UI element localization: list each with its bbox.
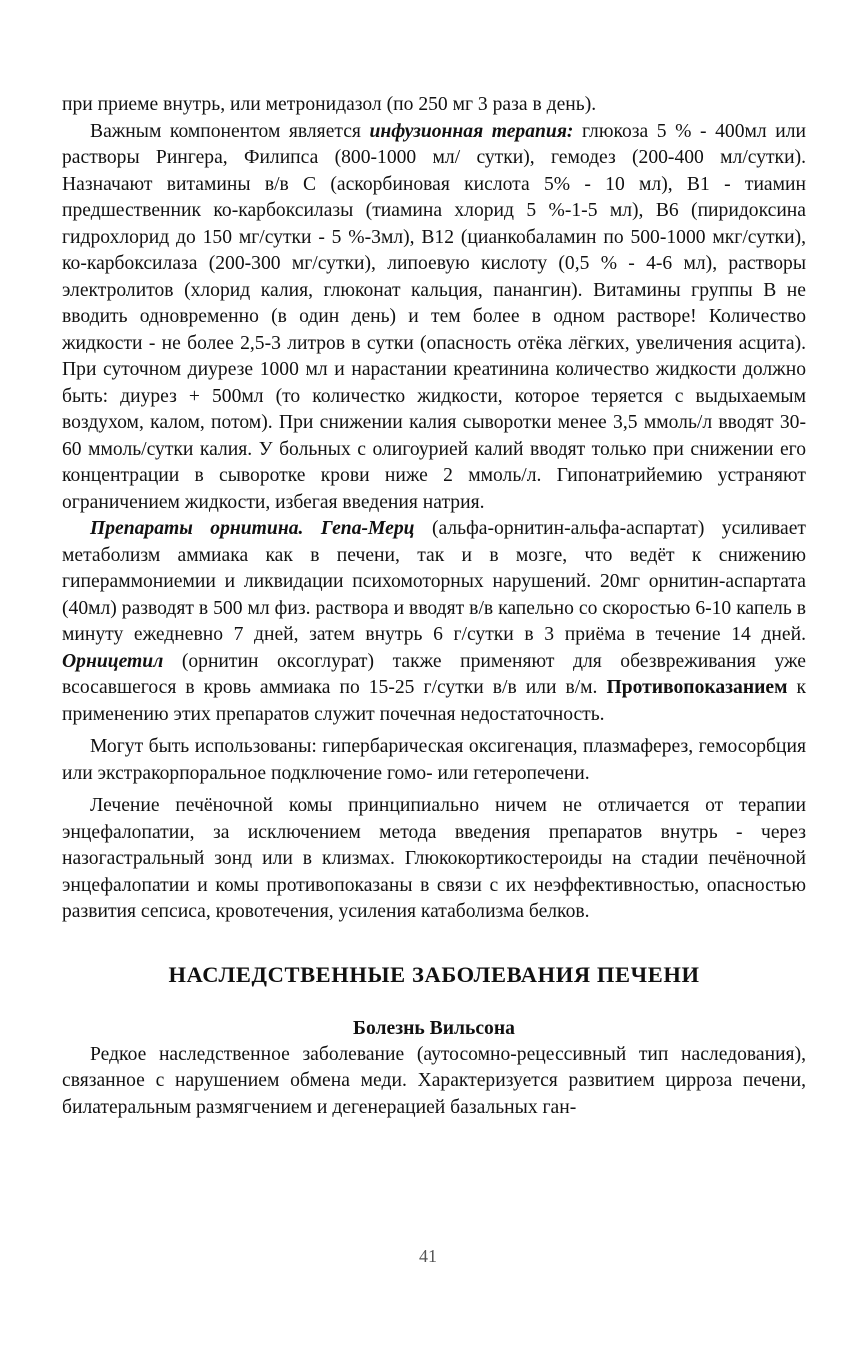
- paragraph-wilson: Редкое наследственное заболевание (аутосомно-рецессивный тип наследования), связанное с нарушением обмена меди. Характеризуется развитием цирроза печени, билатеральным размягчением и дегенерацией базальных ган-: [62, 1043, 806, 1118]
- page-body: [62, 92, 806, 1121]
- ornithine-text-2: (орнитин оксоглурат) также применяют для обезвреживания уже всосавшегося в кровь аммиака по 15-25 г/сутки в/в или в/м.: [62, 650, 806, 698]
- paragraph-coma: Лечение печёночной комы принципиально ничем не отличается от терапии энцефалопатии, за исключением метода введения препаратов внутрь - через назогастральный зонд или в клизмах. Глюкокортикостероиды на стадии печёночной энцефалопатии и комы противопоказаны в связи с их неэффективностью, опасностью развития сепсиса, кровотечения, усиления катаболизма белков.: [62, 795, 806, 922]
- ornithine-text-1: (альфа-орнитин-альфа-аспартат) усиливает метаболизм аммиака как в печени, так и в мозге, что ведёт к снижению гипераммониемии и ликвидации психомоторных нарушений. 20мг орнитин-аспартата (40мл) разводят в 500 мл физ. раствора и вводят в/в капельно со скоростью 6-10 капель в минуту ежедневно 7 дней, затем внутрь 6 г/сутки в 3 приёма в течение 14 дней.: [62, 518, 806, 645]
- paragraph-ornithine: [62, 516, 806, 728]
- section-heading: НАСЛЕДСТВЕННЫЕ ЗАБОЛЕВАНИЯ ПЕЧЕНИ: [168, 961, 700, 987]
- paragraph-infusion-start: Важным компонентом является: [90, 120, 370, 142]
- paragraph-1: при приеме внутрь, или метронидазол (по 250 мг 3 раза в день).: [62, 94, 597, 115]
- ornithine-term: Препараты орнитина. Гепа-Мерц: [90, 518, 415, 539]
- subsection-heading: Болезнь Вильсона: [353, 1017, 515, 1039]
- ornicetil-term: Орницетил: [62, 650, 164, 672]
- page-number: 41: [419, 1246, 437, 1266]
- contraindication-term: Противопоказанием: [606, 677, 788, 698]
- ornithine-text-end: к применению этих препаратов служит почечная недостаточность.: [62, 677, 806, 725]
- infusion-term: инфузионная терапия:: [369, 120, 574, 142]
- paragraph-infusion-rest: глюкоза 5 % - 400мл или растворы Рингера, Филипса (800-1000 мл/ сутки), гемодез (200-400 мл/сутки). Назначают витамины в/в С (аскорбиновая кислота 5% - 10 мл), В1 - тиамин предшественник ко-карбоксилазы (тиамина хлорид 5 %-1-5 мл), В6 (пиридоксина гидрохлорид до 150 мг/сутки - 5 %-3мл), В12 (цианкобаламин по 500-1000 мкг/сутки), ко-карбоксилаза (200-300 мг/сутки), липоевую кислоту (0,5 % - 4-6 мл), растворы электролитов (хлорид калия, глюконат кальция, панангин). Витамины группы В не вводить одновременно (в один день) и тем более в одном растворе! Количество жидкости - не более 2,5-3 литров в сутки (опасность отёка лёгких, увеличения асцита). При суточном диурезе 1000 мл и нарастании креатинина количество жидкости должно быть: диурез + 500мл (то количестко жидкости, которое теряется с выдыхаемым воздухом, калом, потом). При снижении калия сыворотки менее 3,5 ммоль/л вводят 30-60 ммоль/сутки калия. У больных с олигоурией калий вводят только при снижении его концентрации в сыворотке крови ниже 2 ммоль/л. Гипонатрийемию устраняют ограничением жидкости, избегая введения натрия.: [62, 120, 806, 513]
- paragraph-infusion: [62, 119, 806, 517]
- paragraph-methods: Могут быть использованы: гипербарическая оксигенация, плазмаферез, гемосорбция или экстракорпоральное подключение гомо- или гетеропечени.: [62, 736, 806, 784]
